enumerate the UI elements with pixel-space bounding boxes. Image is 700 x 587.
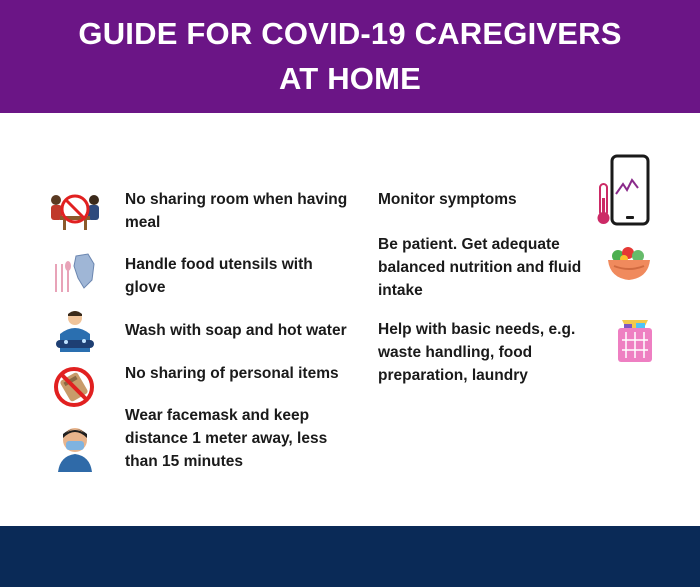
footer-bar xyxy=(0,526,700,587)
page-title-line-1: GUIDE FOR COVID-19 CAREGIVERS xyxy=(78,16,622,51)
left-item-3: Wash with soap and hot water xyxy=(125,322,347,339)
left-item-4: No sharing of personal items xyxy=(125,365,339,382)
left-item-1: No sharing room when having meal xyxy=(125,191,348,231)
no-personal-items-icon xyxy=(52,365,96,409)
no-shared-meal-icon xyxy=(46,188,104,232)
left-item-2: Handle food utensils with glove xyxy=(125,256,313,296)
gloved-utensils-icon xyxy=(48,250,102,294)
laundry-basket-icon xyxy=(614,316,656,364)
left-item-5: Wear facemask and keep distance 1 meter away, less than 15 minutes xyxy=(125,407,328,470)
hand-washing-icon xyxy=(50,308,100,354)
page-title-line-2: AT HOME xyxy=(278,61,422,96)
right-item-2: Be patient. Get adequate balanced nutrition and fluid intake xyxy=(378,236,582,299)
facemask-person-icon xyxy=(54,424,96,472)
right-item-3: Help with basic needs, e.g. waste handling, food preparation, laundry xyxy=(378,321,576,384)
header-banner xyxy=(0,0,700,113)
phone-thermometer-icon xyxy=(596,154,652,228)
salad-bowl-icon xyxy=(604,244,654,282)
right-item-1: Monitor symptoms xyxy=(378,191,517,208)
